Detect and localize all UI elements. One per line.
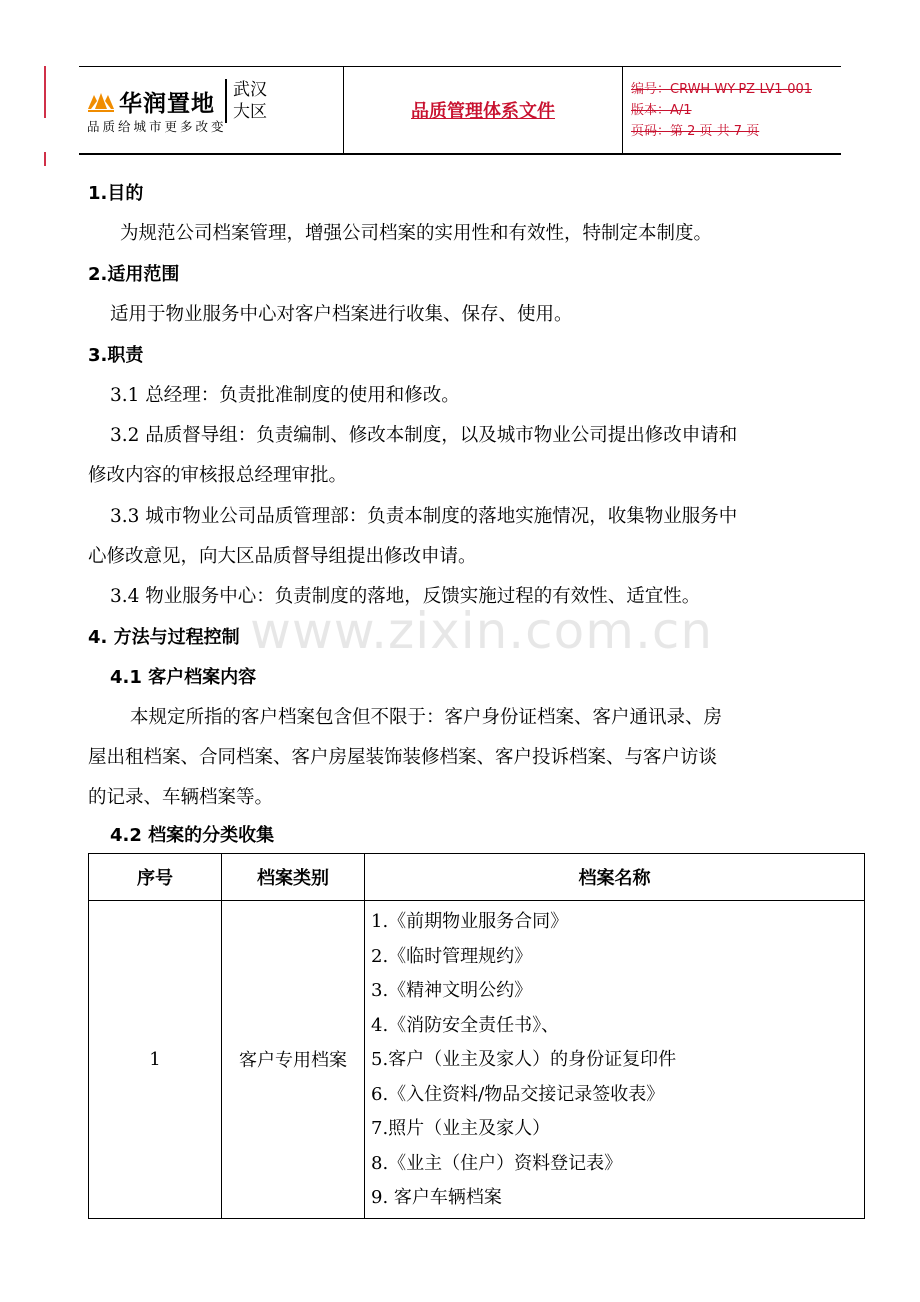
table-header-row — [89, 854, 865, 901]
row-number: 1 — [89, 901, 222, 1219]
row-category: 客户专用档案 — [222, 901, 365, 1219]
section-3-4: 3.4 物业服务中心：负责制度的落地，反馈实施过程的有效性、适宜性。 — [110, 586, 701, 607]
binding-mark-top — [44, 66, 46, 118]
section-2-text: 适用于物业服务中心对客户档案进行收集、保存、使用。 — [110, 304, 573, 325]
list-item: 9. 客户车辆档案 — [371, 1187, 502, 1208]
section-4-1-line-1: 本规定所指的客户档案包含但不限于：客户身份证档案、客户通讯录、房 — [130, 707, 723, 728]
row-items — [365, 901, 865, 1219]
section-3-2-line-1: 3.2 品质督导组：负责编制、修改本制度，以及城市物业公司提出修改申请和 — [110, 425, 738, 446]
binding-mark-bottom — [44, 152, 46, 166]
logo-company-name: 华润置地 — [119, 90, 215, 117]
logo-region — [233, 79, 267, 123]
company-logo — [87, 79, 267, 134]
logo-region-line-2: 大区 — [233, 102, 267, 122]
archive-classification-table — [88, 853, 865, 1219]
list-item: 3.《精神文明公约》 — [371, 980, 533, 1001]
section-3-2-line-2: 修改内容的审核报总经理审批。 — [88, 465, 348, 486]
list-item: 1.《前期物业服务合同》 — [371, 911, 569, 932]
table-row — [89, 901, 865, 1219]
section-3-1: 3.1 总经理：负责批准制度的使用和修改。 — [110, 385, 460, 406]
page-number: 页码：第 2 页 共 7 页 — [631, 124, 760, 139]
section-3-3-line-2: 心修改意见，向大区品质督导组提出修改申请。 — [88, 546, 477, 567]
header-divider-2 — [622, 67, 623, 153]
logo-region-line-1: 武汉 — [233, 80, 267, 100]
section-1-title: 1.目的 — [88, 183, 144, 204]
section-4-2-title: 4.2 档案的分类收集 — [110, 825, 275, 846]
document-version: 版本：A/1 — [631, 103, 692, 118]
document-number: 编号：CRWH-WY-PZ-LV1-001 — [631, 82, 813, 97]
list-item: 8.《业主（住户）资料登记表》 — [371, 1152, 623, 1174]
header-name: 档案名称 — [365, 854, 865, 901]
section-4-title: 4. 方法与过程控制 — [88, 627, 240, 648]
section-3-title: 3.职责 — [88, 345, 144, 366]
header-category: 档案类别 — [222, 854, 365, 901]
list-item: 5.客户（业主及家人）的身份证复印件 — [371, 1049, 677, 1070]
header-number: 序号 — [89, 854, 222, 901]
list-item: 4.《消防安全责任书》、 — [371, 1014, 560, 1036]
section-4-1-line-3: 的记录、车辆档案等。 — [88, 787, 274, 808]
logo-mark-icon — [87, 89, 115, 113]
document-header — [79, 66, 841, 155]
document-title: 品质管理体系文件 — [411, 101, 555, 122]
document-meta — [631, 79, 812, 142]
section-1-text: 为规范公司档案管理，增强公司档案的实用性和有效性，特制定本制度。 — [120, 223, 713, 244]
watermark: www.zixin.com.cn — [250, 602, 714, 660]
list-item: 7.照片（业主及家人） — [371, 1118, 551, 1139]
list-item: 2.《临时管理规约》 — [371, 945, 533, 967]
list-item: 6.《入住资料/物品交接记录签收表》 — [371, 1083, 665, 1105]
section-4-1-title: 4.1 客户档案内容 — [110, 667, 257, 688]
logo-slogan: 品质给城市更多改变 — [87, 119, 227, 134]
section-3-3-line-1: 3.3 城市物业公司品质管理部：负责本制度的落地实施情况，收集物业服务中 — [110, 506, 738, 527]
section-2-title: 2.适用范围 — [88, 264, 180, 285]
section-4-1-line-2: 屋出租档案、合同档案、客户房屋装饰装修档案、客户投诉档案、与客户访谈 — [88, 747, 718, 768]
